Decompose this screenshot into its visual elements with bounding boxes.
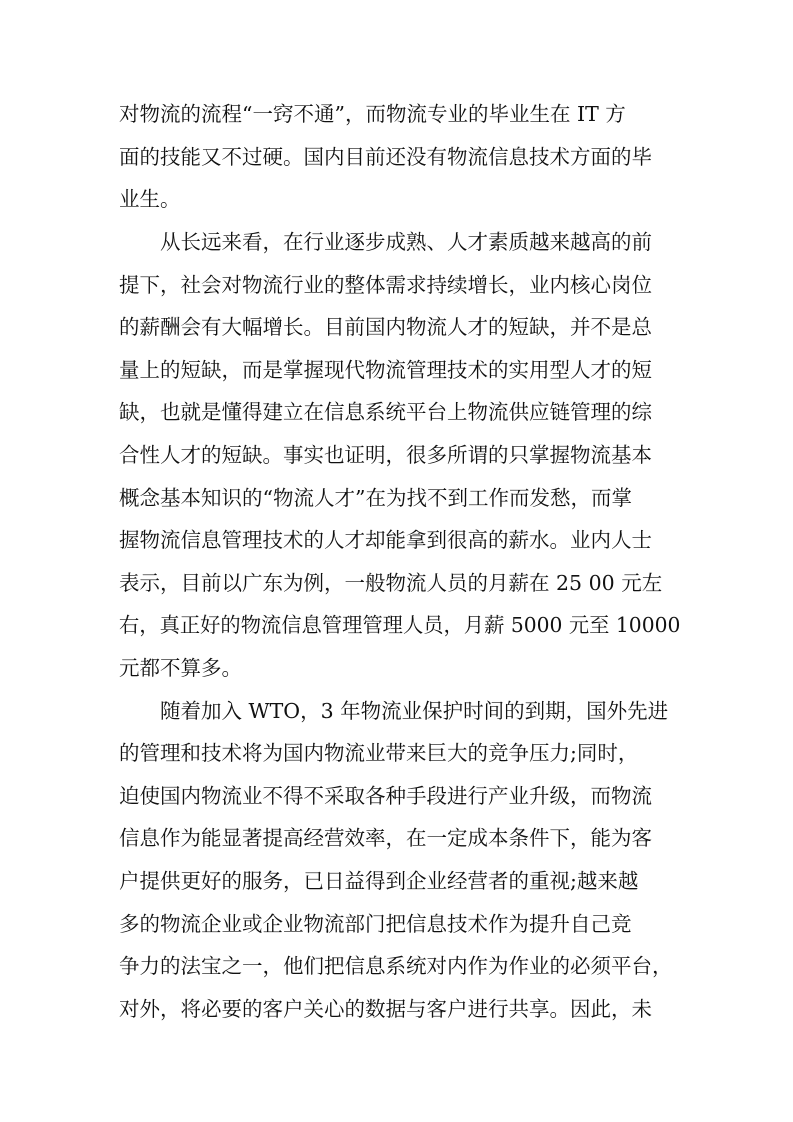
text-line: 提下，社会对物流行业的整体需求持续增长，业内核心岗位 — [119, 273, 652, 297]
text-line: 对物流的流程“一窍不通”，而物流专业的毕业生在 IT 方 — [119, 102, 626, 126]
text-line: 业生。 — [119, 187, 181, 211]
text-line: 合性人才的短缺。事实也证明，很多所谓的只掌握物流基本 — [119, 443, 652, 467]
text-line: 随着加入 WTO，3 年物流业保护时间的到期，国外先进 — [160, 699, 669, 723]
text-line: 握物流信息管理技术的人才却能拿到很高的薪水。业内人士 — [119, 528, 652, 552]
text-line: 面的技能又不过硬。国内目前还没有物流信息技术方面的毕 — [119, 145, 652, 169]
text-line: 概念基本知识的“物流人才”在为找不到工作而发愁，而掌 — [119, 486, 632, 510]
text-line: 表示，目前以广东为例，一般物流人员的月薪在 25 00 元左 — [119, 571, 663, 595]
text-line: 对外，将必要的客户关心的数据与客户进行共享。因此，未 — [119, 997, 652, 1021]
text-line: 的薪酬会有大幅增长。目前国内物流人才的短缺，并不是总 — [119, 315, 652, 339]
text-line: 右，真正好的物流信息管理管理人员，月薪 5000 元至 10000 — [119, 613, 681, 637]
text-line: 的管理和技术将为国内物流业带来巨大的竞争压力;同时， — [119, 741, 639, 765]
text-line: 迫使国内物流业不得不采取各种手段进行产业升级，而物流 — [119, 784, 652, 808]
text-line: 缺，也就是懂得建立在信息系统平台上物流供应链管理的综 — [119, 400, 652, 424]
text-line: 量上的短缺，而是掌握现代物流管理技术的实用型人才的短 — [119, 358, 652, 382]
text-line: 元都不算多。 — [119, 656, 242, 680]
text-line: 信息作为能显著提高经营效率，在一定成本条件下，能为客 — [119, 826, 652, 850]
text-line: 从长远来看，在行业逐步成熟、人才素质越来越高的前 — [160, 230, 652, 254]
text-line: 多的物流企业或企业物流部门把信息技术作为提升自己竞 — [119, 912, 632, 936]
text-line: 争力的法宝之一，他们把信息系统对内作为作业的必须平台， — [119, 954, 673, 978]
text-line: 户提供更好的服务，已日益得到企业经营者的重视;越来越 — [119, 869, 639, 893]
